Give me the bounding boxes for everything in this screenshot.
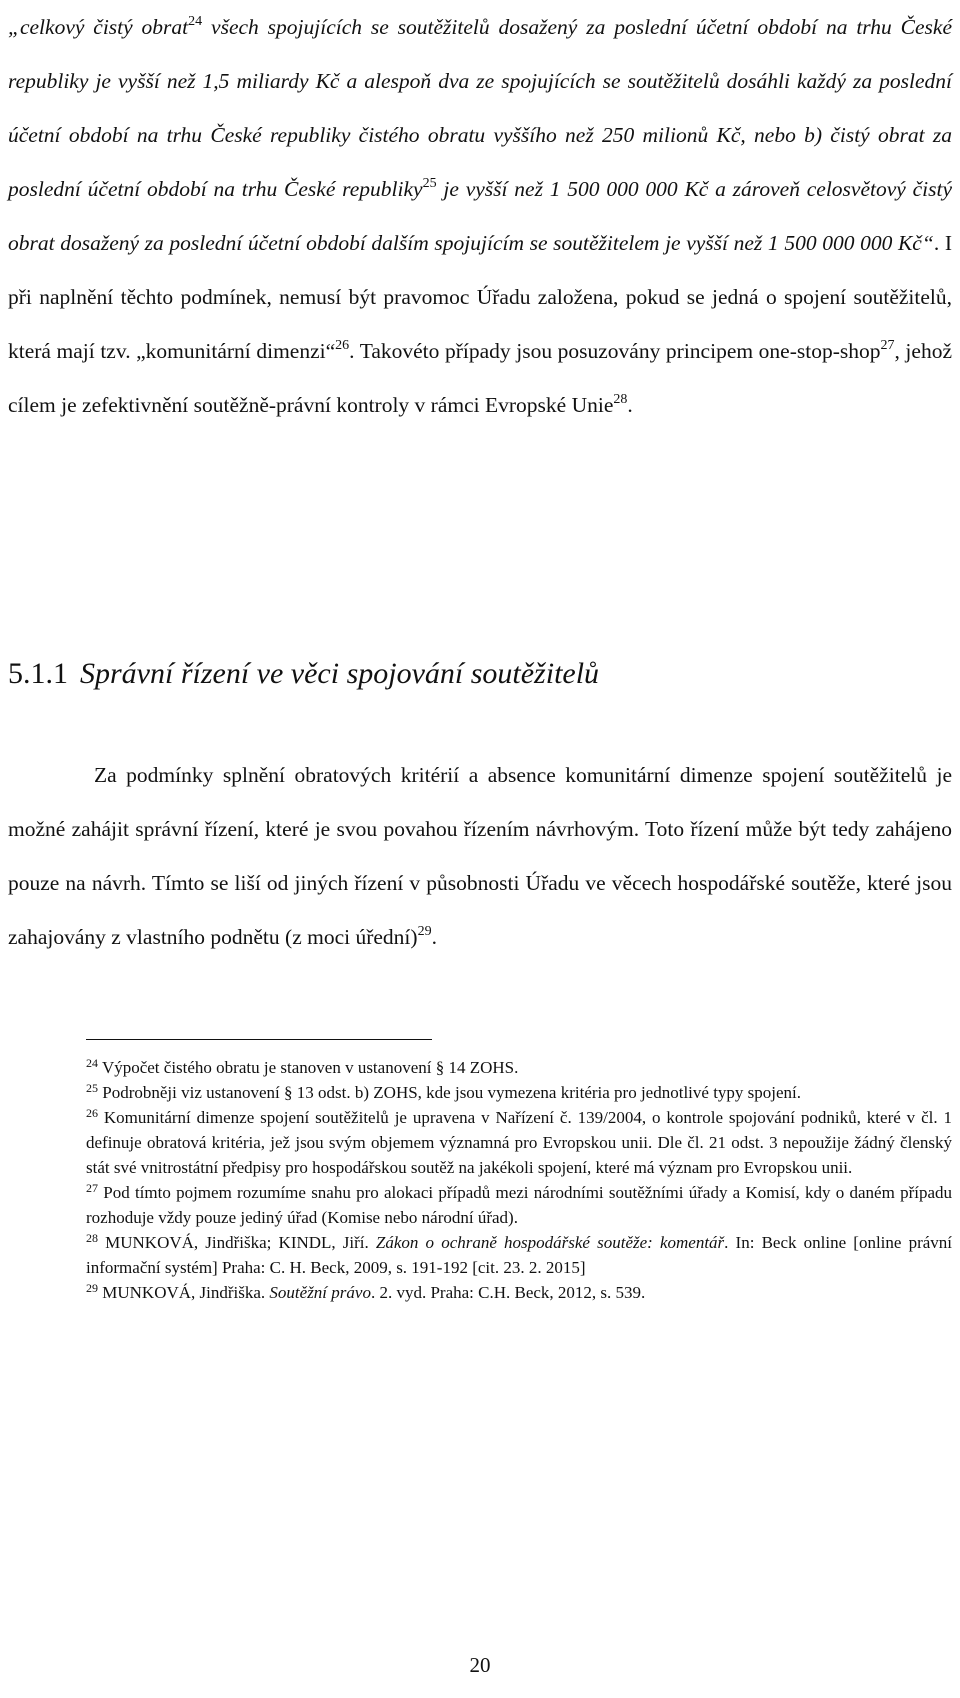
text-span: . [627,393,633,417]
paragraph-turnover-criteria [8,0,952,432]
closing-quote: “ [921,231,934,255]
footnote-number: 24 [86,1056,98,1070]
text-span: všech spojujících se soutěžitelů dosažený za poslední účetní období na trhu České republiky je vyšší než 1,5 miliardy Kč a alespoň dva ze spojujících se soutěžitelů dosáhli každý za poslední účetní období na trhu České republiky čistého obratu vyššího než 250 milionů Kč, nebo b) čistý obrat za poslední účetní období na trhu České republiky [8,15,952,201]
text-span: , jehož cílem je zefektivnění soutěžně-právní kontroly v rámci Evropské Unie [8,339,952,417]
paragraph-administrative-proceedings [8,748,952,964]
footnote-25 [86,1080,952,1105]
text-span: Za podmínky splnění obratových kritérií a absence komunitární dimenze spojení soutěžitelů je možné zahájit správní řízení, které je svou povahou řízením návrhovým. Toto řízení může být tedy zahájeno pouze na návrh. Tímto se liší od jiných řízení v působnosti Úřadu ve věcech hospodářské soutěže, které jsou zahajovány z vlastního podnětu (z moci úřední) [8,763,952,949]
footnote-text: Podrobněji viz ustanovení § 13 odst. b) ZOHS, kde jsou vymezena kritéria pro jednotlivé typy spojení. [98,1083,802,1102]
quoted-text [8,15,188,39]
footnote-number: 25 [86,1081,98,1095]
text-span: . I při naplnění těchto podmínek, nemusí být pravomoc Úřadu založena, pokud se jedná o spojení soutěžitelů, která mají tzv. „komunitární dimenzi“ [8,231,952,363]
footnote-text: Výpočet čistého obratu je stanoven v ustanovení § 14 ZOHS. [98,1058,519,1077]
footnote-text: Komunitární dimenze spojení soutěžitelů je upravena v Nařízení č. 139/2004, o kontrole spojování podniků, které v čl. 1 definuje obratová kritéria, jež jsou svým objemem významná pro Evropskou unii. Dle čl. 21 odst. 3 nepoužije žádný členský stát své vnitrostátní předpisy pro hospodářskou soutěž na jakékoli spojení, které má význam pro Evropskou unii. [86,1108,952,1177]
footnote-number: 29 [86,1281,98,1295]
text-span: . [431,925,437,949]
text-span: je vyšší než 1 500 000 000 Kč a zároveň celosvětový čistý obrat dosažený za poslední účetní období dalším spojujícím se soutěžitelem je vyšší než 1 500 000 000 Kč [8,177,953,255]
footnote-24 [86,1055,952,1080]
footnote-ref-25[interactable]: 25 [422,176,437,191]
text-span: celkový čistý obrat [19,15,189,39]
footnote-number: 28 [86,1231,98,1245]
footnote-27 [86,1180,952,1230]
quoted-text-cont [8,15,952,201]
page-number: 20 [469,1653,491,1677]
footnote-text: . 2. vyd. Praha: C.H. Beck, 2012, s. 539. [370,1283,646,1302]
text-span: . Takovéto případy jsou posuzovány principem one-stop-shop [349,339,881,363]
footnote-text: . In: Beck online [online právní informační systém] Praha: C. H. Beck, 2009, s. 191-192 [cit. 23. 2. 2015] [86,1233,952,1277]
footnote-text: MUNKOVÁ, Jindřiška; KINDL, Jiří. [98,1233,376,1252]
footnote-26 [86,1105,952,1180]
footnote-italic-title: Zákon o ochraně hospodářské soutěže: komentář [375,1233,725,1252]
footnote-ref-26[interactable]: 26 [335,338,350,353]
footnote-ref-28[interactable]: 28 [613,392,628,407]
opening-quote: „ [8,15,20,39]
footnote-29 [86,1280,952,1305]
footnotes-section [86,1055,952,1305]
section-number: 5.1.1 [8,657,68,690]
section-heading [8,654,599,694]
section-title: Správní řízení ve věci spojování soutěžitelů [80,657,600,690]
footnote-separator [86,1039,432,1040]
footnote-ref-27[interactable]: 27 [880,338,895,353]
footnote-28 [86,1230,952,1280]
footnote-text: MUNKOVÁ, Jindřiška. [98,1283,270,1302]
footnote-text: Pod tímto pojmem rozumíme snahu pro alokaci případů mezi národními soutěžními úřady a Komisí, kdy o daném případu rozhoduje vždy pouze jediný úřad (Komise nebo národní úřad). [86,1183,952,1227]
footnote-ref-29[interactable]: 29 [417,924,432,939]
footnote-number: 27 [86,1181,98,1195]
footnote-italic-title: Soutěžní právo [269,1283,371,1302]
footnote-number: 26 [86,1106,98,1120]
footnote-ref-24[interactable]: 24 [188,14,203,29]
